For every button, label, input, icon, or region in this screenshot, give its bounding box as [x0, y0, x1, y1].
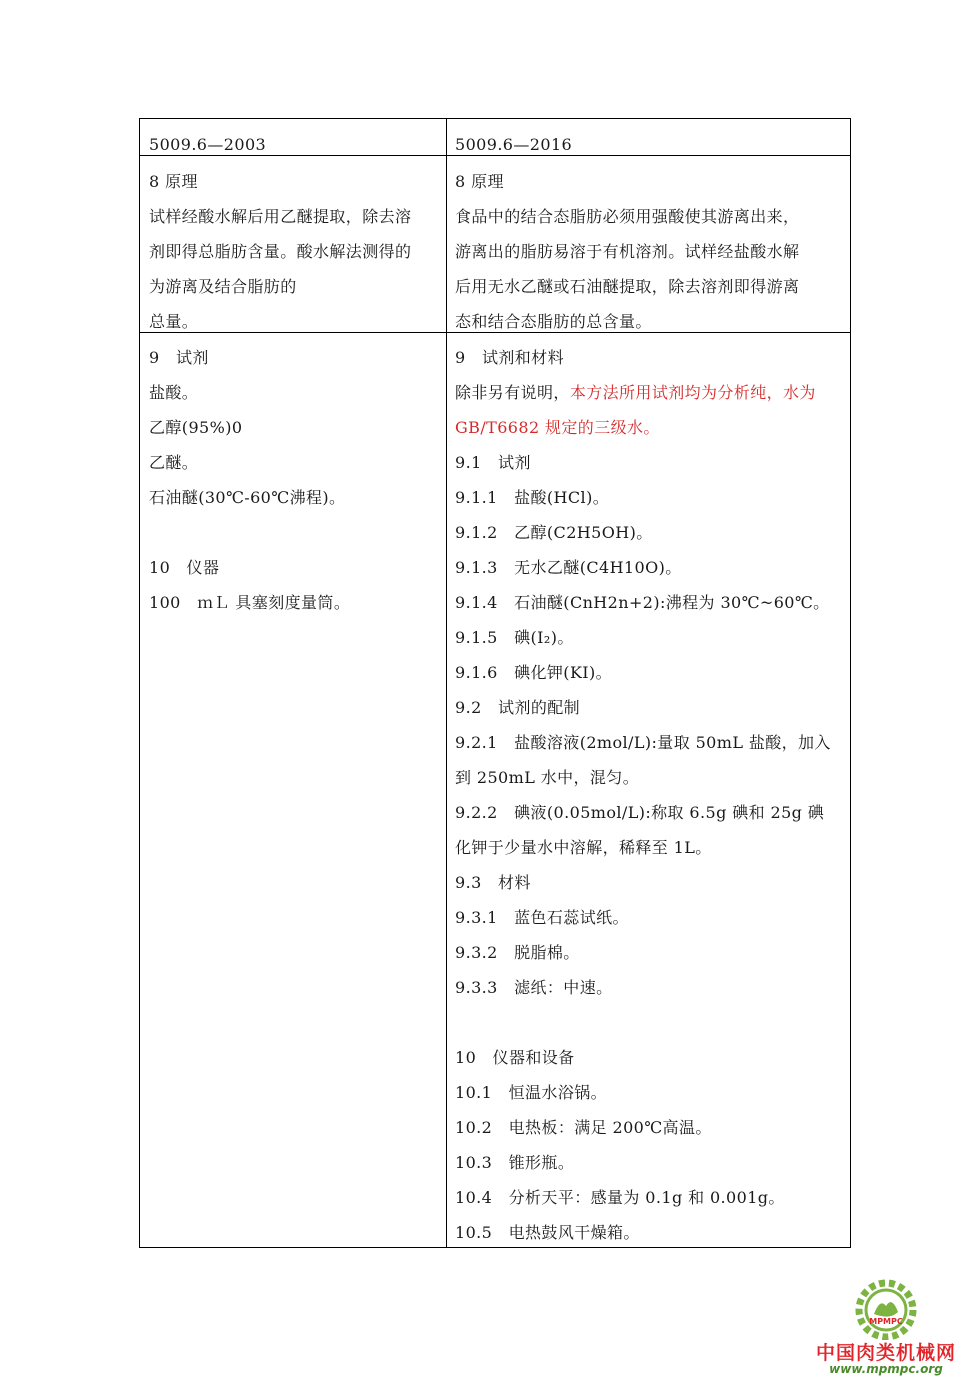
principle-right-line: 后用无水乙醚或石油醚提取，除去溶剂即得游离: [455, 277, 800, 296]
principle-right-line: 态和结合态脂肪的总含量。: [455, 312, 652, 331]
reagents-right-line: 9.3.1 蓝色石蕊试纸。: [455, 908, 629, 927]
row-divider-header: [140, 155, 850, 156]
reagents-right-line: 9.1.5 碘(I₂)。: [455, 628, 574, 647]
reagents-left-line: 盐酸。: [149, 383, 199, 402]
red-highlight-text: 本方法所用试剂均为分析纯，水为: [569, 383, 816, 402]
reagents-right-line: 10 仪器和设备: [455, 1048, 575, 1067]
reagents-left-line: 石油醚(30℃-60℃沸程)。: [149, 488, 346, 507]
principle-right-line: 8 原理: [455, 172, 504, 191]
logo-emblem-text: MPMPC: [869, 1317, 903, 1326]
site-logo: [806, 1278, 966, 1378]
reagents-right-line: 到 250mL 水中，混匀。: [455, 768, 640, 787]
reagents-right-line: 10.3 锥形瓶。: [455, 1153, 575, 1172]
reagents-right-line: 10.5 电热鼓风干燥箱。: [455, 1223, 640, 1242]
reagents-right-line: 9.1.6 碘化钾(KI)。: [455, 663, 613, 682]
principle-right-line: 游离出的脂肪易溶于有机溶剂。试样经盐酸水解: [455, 242, 800, 261]
reagents-right-line: 9.3 材料: [455, 873, 531, 892]
reagents-right-line: 除非另有说明，本方法所用试剂均为分析纯，水为: [455, 383, 816, 402]
principle-left-line: 8 原理: [149, 172, 198, 191]
reagents-left-line: 9 试剂: [149, 348, 209, 367]
reagents-right-line: 10.1 恒温水浴锅。: [455, 1083, 608, 1102]
principle-right-line: 食品中的结合态脂肪必须用强酸使其游离出来，: [455, 207, 800, 226]
reagents-right-line: 9.2.1 盐酸溶液(2mol/L):量取 50mL 盐酸，加入: [455, 733, 831, 752]
reagents-right-line: 9.1.2 乙醇(C2H5OH)。: [455, 523, 653, 542]
reagents-right-line: 9.1.1 盐酸(HCl)。: [455, 488, 610, 507]
principle-left-line: 试样经酸水解后用乙醚提取，除去溶: [149, 207, 412, 226]
reagents-right-line: 9.1.4 石油醚(CnH2n+2):沸程为 30℃~60℃。: [455, 593, 830, 612]
reagents-left-line: 10 仪器: [149, 558, 220, 577]
comparison-table: [139, 118, 851, 1248]
reagents-right-line: [455, 418, 660, 438]
logo-name: 中国肉类机械网: [815, 1342, 956, 1364]
header-left-text: 5009.6—2003: [149, 135, 267, 154]
principle-left-line: 剂即得总脂肪含量。酸水解法测得的: [149, 242, 412, 261]
principle-left-line: 总量。: [149, 312, 199, 331]
reagents-right-line: 9.3.2 脱脂棉。: [455, 943, 580, 962]
gear-emblem-icon: [806, 1278, 966, 1340]
reagents-right-line: 10.4 分析天平：感量为 0.1g 和 0.001g。: [455, 1188, 785, 1207]
reagents-right-line: 9.2.2 碘液(0.05mol/L):称取 6.5g 碘和 25g 碘: [455, 803, 825, 822]
column-divider: [446, 119, 447, 1247]
reagents-right-line: 化钾于少量水中溶解，稀释至 1L。: [455, 838, 712, 857]
reagents-right-line: 9.1.3 无水乙醚(C4H10O)。: [455, 558, 682, 577]
reagents-left-line: 100 ｍＬ 具塞刻度量筒。: [149, 593, 351, 612]
red-highlight-text: GB/T6682 规定的三级水。: [455, 418, 660, 437]
header-right-text: 5009.6—2016: [455, 135, 573, 154]
reagents-right-line: 10.2 电热板：满足 200℃高温。: [455, 1118, 712, 1137]
logo-url: www.mpmpc.org: [829, 1362, 943, 1376]
reagents-right-line: 9.2 试剂的配制: [455, 698, 581, 717]
reagents-right-line: 9.1 试剂: [455, 453, 531, 472]
reagents-left-line: 乙醚。: [149, 453, 199, 472]
principle-left-line: 为游离及结合脂肪的: [149, 277, 297, 296]
row-divider-principle: [140, 332, 850, 333]
reagents-right-line: 9 试剂和材料: [455, 348, 564, 367]
reagents-right-line: 9.3.3 滤纸：中速。: [455, 978, 613, 997]
reagents-left-line: 乙醇(95%)0: [149, 418, 243, 437]
